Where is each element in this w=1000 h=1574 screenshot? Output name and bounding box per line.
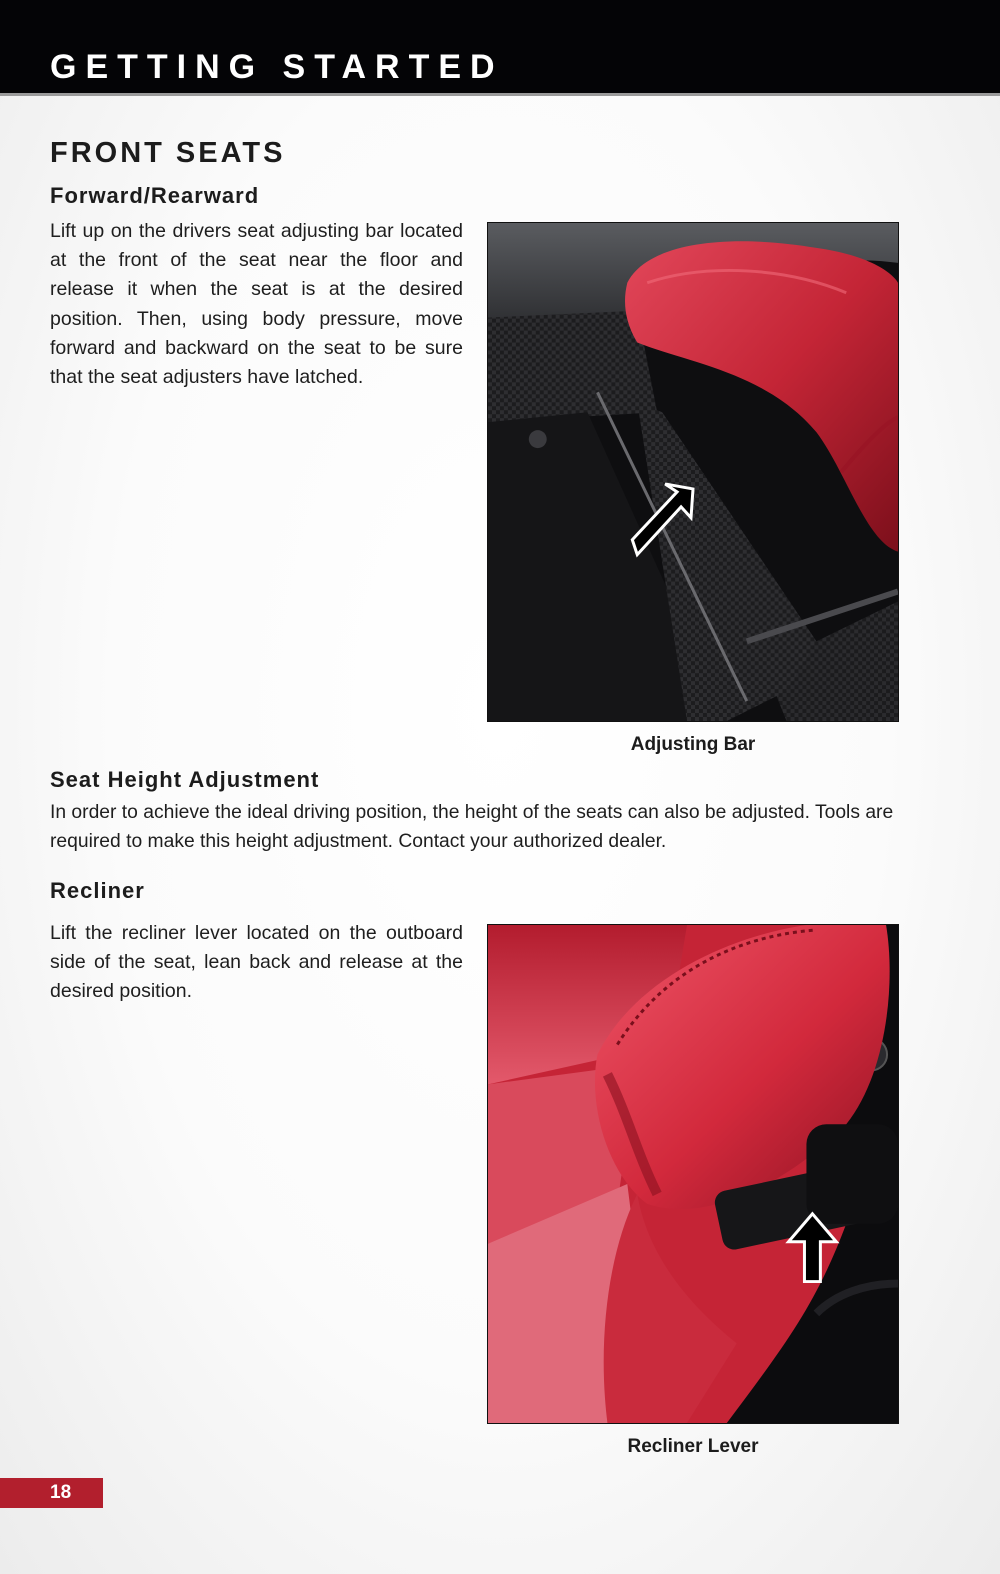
section-title: FRONT SEATS [50,137,286,169]
recliner-text: Lift the recliner lever located on the outboard side of the seat, lean back and release at the desired position. [50,922,463,1003]
recliner-lever-illustration [488,925,898,1423]
header-bar [0,0,1000,96]
seat-height-text: In order to achieve the ideal driving position, the height of the seats can also be adjusted. Tools are required to make this height adjustment. Contact your authorized dealer. [50,802,894,853]
recliner-lever-caption: Recliner Lever [627,1436,759,1457]
recliner-heading: Recliner [50,878,145,903]
adjusting-bar-photo [487,222,899,722]
forward-rearward-heading: Forward/Rearward [50,183,260,208]
chapter-title: GETTING STARTED [50,48,504,86]
seat-height-heading: Seat Height Adjustment [50,767,320,792]
adjusting-bar-illustration [488,223,898,721]
recliner-lever-photo [487,924,899,1424]
forward-rearward-text: Lift up on the drivers seat adjusting bar located at the front of the seat near the floor and release it when the seat is at the desired position. Then, using body pressure, move forward and backward on the seat to be sure that the seat adjusters have latched. [50,220,463,389]
adjusting-bar-caption: Adjusting Bar [630,734,756,755]
page-number: 18 [50,1482,72,1503]
